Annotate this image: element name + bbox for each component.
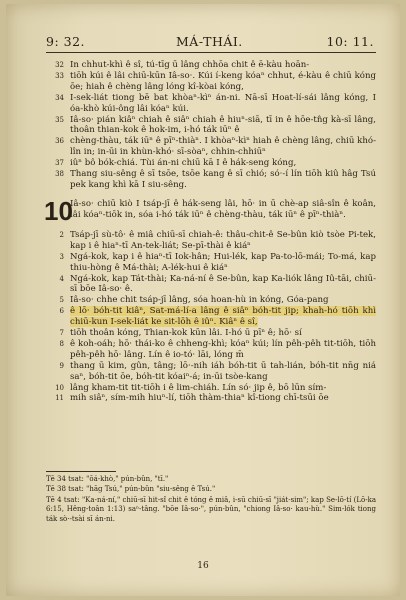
verse-number: 35	[55, 115, 64, 124]
verse-number: 33	[55, 71, 64, 80]
verse	[46, 274, 376, 296]
verse	[46, 328, 376, 339]
chapter-number: 10	[44, 196, 73, 227]
header-rule	[46, 52, 376, 53]
verse-number: 9	[59, 361, 64, 370]
verse-text: Thang siu-sêng ê sī tsōe, tsōe kang ê sī chió; só·-í lín tiōh kiû hâg Tsú pek kang khì kā I siu-sêng.	[70, 169, 376, 190]
verse-number: 34	[55, 93, 64, 102]
verse	[46, 339, 376, 361]
verse-text: Ngá-kok, kap i ê hiaⁿ-tī Iok-hân; Hui-lék, kap Pa-to-lō-mái; To-má, kap thiu-hòng ê Má-thài; A-lék-hui ê kiáⁿ	[70, 251, 376, 273]
verse-text: mih siâⁿ, sím-mih hiuⁿ-lí, tiōh thàm-thiaⁿ kî-tiong chī-tsūi ōe	[70, 393, 329, 404]
verse	[46, 306, 376, 328]
footnote-rule	[46, 471, 116, 472]
verse-number: 3	[59, 252, 64, 261]
verse	[46, 71, 376, 93]
verse-text: tiōh thoân kóng, Thian-kok kūn lâi. I-hó ū pīⁿ ê; hō· sí	[70, 328, 302, 339]
verse-number: 2	[59, 230, 64, 239]
book-page	[6, 4, 400, 596]
footnote: Tē 38 tsat: "hāg Tsú," pún-bûn "siu-sêng ê Tsú."	[46, 485, 216, 494]
verse	[46, 393, 376, 404]
verse	[46, 230, 376, 252]
footnote: Tē 34 tsat: "ōá-khò," pún-bûn, "tī."	[46, 475, 169, 483]
verse-number: 36	[55, 137, 64, 146]
verse-number: 4	[59, 274, 64, 283]
verse-text: lâng kham-tit tit-tiōh i ê lim-chiáh. Lín só· jip ê, bō lūn sím-	[70, 382, 327, 393]
verse-number: 37	[55, 159, 64, 168]
verse	[46, 361, 376, 383]
verse	[46, 136, 376, 158]
verse-text: I-sek-liát tiong bē bat khòaⁿ-kìⁿ án-ni. Nā-sī Hoat-lí-sái lâng kóng, I óa-khò kúi-ông lâi kóaⁿ kúi.	[70, 92, 376, 114]
verse-text: chèng-thàu, ták iūⁿ ê pīⁿ-thiàⁿ. I khòaⁿ-kìⁿ hiah ê chèng lâng, chiū khó-lîn in; in-ūi in khùn-khó· sī-sòaⁿ, chhin-chhiūⁿ	[70, 136, 376, 158]
verse-number: 11	[55, 394, 64, 403]
verse	[46, 60, 376, 71]
running-header	[6, 34, 400, 54]
verse	[46, 252, 376, 274]
footnote: Tē 4 tsat: "Ka-ná-ní," chiū-sī hit-sî chit ê tóng ê miâ, i-sū chiū-sī "jiát-sim"; kap Se-lō-tí (Lō-ka 6:15, Hêng-toân 1:13) saⁿ-tâng. "bōe Iâ-so·", pún-bûn, "chiong Iâ-so· kau-hù." Sim-lók tiong ták sò·-tsài sī án-ni.	[46, 495, 376, 523]
chapter-start	[44, 196, 376, 227]
verse-text: Ngá-kok, kap Tát-thài; Ka-ná-ní ê Se-bûn, kap Ka-liók lâng Iû-tāi, chiū-sī bōe Iâ-so· ê.	[70, 273, 376, 295]
verse-number: 6	[59, 307, 64, 316]
header-title: MÁ-THÁI.	[176, 34, 243, 49]
footnotes	[46, 475, 376, 525]
verse-text: Tsáp-jī sù-tô· ê miâ chiū-sī chiah-ê: thâu-chit-ê Se-bûn kiò tsòe Pi-tek, kap i ê hiaⁿ-tī An-tek-liát; Se-pī-thài ê kiáⁿ	[70, 229, 376, 251]
verse-number: 5	[59, 296, 64, 305]
header-left: 9: 32.	[46, 34, 86, 49]
verse-number: 10	[55, 383, 64, 392]
header-right: 10: 11.	[326, 34, 374, 49]
verse-number: 32	[55, 61, 64, 69]
verse-text: thang ū kim, gûn, tâng; lō·-nih iáh bóh-tit ū tah-lián, bóh-tit nn̄g niá saⁿ, bóh-tit ōe, bóh-tit kóaiⁿ-á; in-ūi tsòe-kang	[70, 360, 376, 382]
verse-number: 38	[55, 170, 64, 179]
verse-text: Iâ-so· pián kiâⁿ chiah ê siâⁿ chiah ê hiuⁿ-siā, tī in ê hōe-tn̂g kà-sī lâng, thoân thian-kok ê hok-im, i-hó ták iūⁿ ê	[70, 114, 376, 136]
verse	[46, 295, 376, 306]
verse-number: 8	[59, 339, 64, 348]
verse	[46, 169, 376, 191]
verse-text: Iâ-so· chiū kiò I tsáp-jī ê hák-seng lâi, hō· in ū chè-ap siâ-sîn ê koân, lâi kóaⁿ-tiōk in, sóa i-hó ták iūⁿ ê chèng-thàu, ták iūⁿ ê pīⁿ-thiàⁿ.	[70, 199, 376, 221]
verse-text: Iâ-so· chhe chit tsáp-jī lâng, sóa hoan-hù in kóng, Góa-pang	[70, 295, 329, 306]
verse-text: In chhut-khì ê sî, tú-tīg ū lâng chhōa chit ê ē-kàu hoān-	[70, 60, 310, 70]
highlighted-verse-text: ê lō· bóh-tit kiâⁿ, Sat-má-lí-a lâng ê siâⁿ bóh-tit jip; khah-hó tiōh khì chiū-kun I-sek-liát ke sit-lōh ê iûⁿ. Kiâⁿ ê sî,	[70, 306, 376, 328]
verse-text: ê koh-oáh; hō· thái-ko ê chheng-khì; kóaⁿ kúi; lín pêh-pêh tit-tiōh, tiōh pêh-pêh hō· lâng. Lín ê io-tó· lāi, lóng m̄	[70, 338, 376, 360]
verse-text: tiōh kúi ê lâi chiū-kūn Iâ-so·. Kúi í-keng kóaⁿ chhut, é-kàu ê chiū kóng ōe; hiah ê chèng lâng lóng kî-kòai kóng,	[70, 70, 376, 92]
verse-number: 7	[59, 329, 64, 338]
verse-text: iûⁿ bô bók-chiá. Tùi án-ni chiū kā I ê hák-seng kóng,	[70, 158, 297, 169]
verse	[46, 93, 376, 115]
page-number: 16	[197, 561, 209, 571]
verse	[46, 383, 376, 394]
verse	[46, 115, 376, 137]
scripture-body	[46, 60, 376, 404]
verse	[46, 158, 376, 169]
